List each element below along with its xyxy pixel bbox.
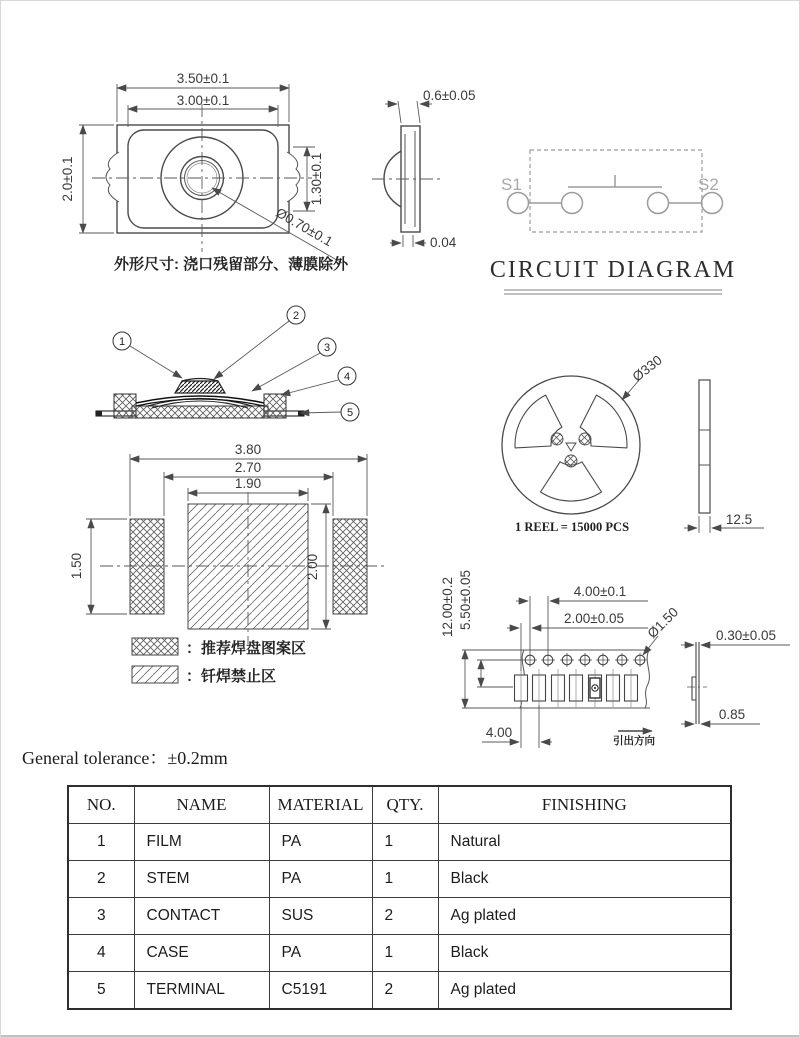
- reel-side-view: [684, 380, 764, 533]
- reel-capacity-note: 1 REEL = 15000 PCS: [514, 520, 630, 534]
- dim-hole-offset: 2.00±0.05: [564, 611, 624, 626]
- bom-cell: 5: [68, 972, 134, 1010]
- bom-cell: C5191: [269, 972, 372, 1010]
- general-tolerance-note: General tolerance：±0.2mm: [22, 748, 228, 768]
- callout-3: 3: [323, 342, 331, 354]
- dim-hole-to-pocket: 5.50±0.05: [458, 570, 473, 630]
- bom-cell: SUS: [269, 898, 372, 935]
- bom-cell: STEM: [134, 861, 269, 898]
- dim-stem-diameter: Ø0.70±0.1: [273, 204, 336, 250]
- dim-inner-width: 1.90: [234, 476, 262, 491]
- bom-cell: FILM: [134, 824, 269, 861]
- bom-cell: Black: [438, 861, 731, 898]
- bom-table: [67, 785, 732, 1010]
- bom-cell: Black: [438, 935, 731, 972]
- dim-overall-height: 2.0±0.1: [60, 156, 75, 202]
- bom-cell: 2: [68, 861, 134, 898]
- land-pattern: [69, 442, 385, 685]
- callout-5: 5: [346, 407, 354, 419]
- bom-cell: CONTACT: [134, 898, 269, 935]
- side-view: [372, 88, 475, 250]
- dim-sprocket-pitch: 4.00±0.1: [573, 584, 627, 599]
- dim-overall-width: 3.50±0.1: [176, 71, 230, 86]
- top-view-note: 外形尺寸: 浇口残留部分、薄膜除外: [114, 256, 349, 273]
- legend-pad-label: ：推荐焊盘图案区: [186, 640, 307, 657]
- legend-keepout-swatch: [132, 666, 178, 683]
- dim-tape-width: 12.00±0.2: [440, 577, 455, 637]
- component-in-pocket: [590, 678, 600, 698]
- dim-stem-height: 1.30±0.1: [309, 152, 324, 206]
- dim-mid-width: 2.70: [234, 460, 262, 475]
- case-shoulder-right: [264, 394, 286, 418]
- bom-header-material: MATERIAL: [269, 786, 372, 824]
- tape-cross-section: [681, 628, 790, 724]
- section-view: [96, 306, 359, 421]
- dim-keepout-height: 2.00: [305, 553, 320, 581]
- dim-emboss-depth: 0.85: [718, 707, 746, 722]
- bom-cell: Natural: [438, 824, 731, 861]
- dim-reel-diameter: Ø330: [629, 352, 665, 385]
- dim-pocket-pitch: 4.00: [485, 725, 513, 740]
- bom-header-row: [68, 786, 731, 824]
- bom-row: [68, 824, 731, 861]
- bom-cell: PA: [269, 935, 372, 972]
- dim-pad-height: 1.50: [69, 552, 84, 580]
- callout-1: 1: [118, 336, 126, 348]
- bom-row: [68, 861, 731, 898]
- bom-header-no: NO.: [68, 786, 134, 824]
- bom-cell: Ag plated: [438, 898, 731, 935]
- bom-cell: CASE: [134, 935, 269, 972]
- pad-right: [333, 519, 367, 614]
- dim-film-thickness: 0.04: [430, 235, 457, 250]
- carrier-tape-view: [440, 570, 681, 748]
- case-shoulder-left: [114, 394, 136, 418]
- bom-cell: Ag plated: [438, 972, 731, 1010]
- tape-torn-edge-right: [645, 650, 649, 708]
- dim-outer-width: 3.80: [234, 442, 262, 457]
- tape-pockets: [515, 669, 638, 707]
- direction-note: 引出方向: [613, 735, 655, 747]
- terminal-label-s2: S2: [698, 175, 719, 194]
- circuit-title: CIRCUIT DIAGRAM: [489, 257, 737, 283]
- bom-row: [68, 935, 731, 972]
- bom-header-name: NAME: [134, 786, 269, 824]
- terminal-label-s1: S1: [501, 175, 522, 194]
- bom-cell: PA: [269, 824, 372, 861]
- bom-cell: 2: [372, 898, 438, 935]
- emboss-bump: [692, 677, 696, 700]
- bom-cell: 4: [68, 935, 134, 972]
- bom-cell: 1: [68, 824, 134, 861]
- legend-keepout-label: ：钎焊禁止区: [186, 668, 277, 685]
- bom-cell: 2: [372, 972, 438, 1010]
- dim-sprocket-hole-dia: Ø1.50: [644, 604, 682, 642]
- callout-4: 4: [343, 371, 351, 383]
- callout-2: 2: [292, 310, 300, 322]
- bom-cell: 1: [372, 824, 438, 861]
- sprocket-holes: [523, 653, 647, 667]
- legend-pad-swatch: [132, 638, 178, 655]
- circuit-diagram: [490, 150, 736, 294]
- dim-body-width: 3.00±0.1: [176, 93, 230, 108]
- bom-cell: 1: [372, 935, 438, 972]
- dim-reel-width: 12.5: [725, 512, 753, 527]
- bom-cell: TERMINAL: [134, 972, 269, 1010]
- bom-header-qty: QTY.: [372, 786, 438, 824]
- stem: [175, 381, 225, 393]
- bom-cell: 3: [68, 898, 134, 935]
- bom-cell: PA: [269, 861, 372, 898]
- dim-tape-thickness: 0.30±0.05: [716, 628, 776, 643]
- top-view: [60, 71, 349, 273]
- pad-left: [130, 519, 164, 614]
- bom-header-finishing: FINISHING: [438, 786, 731, 824]
- bom-cell: 1: [372, 861, 438, 898]
- bom-row: [68, 972, 731, 1010]
- bom-row: [68, 898, 731, 935]
- reel-front-view: [502, 352, 665, 534]
- dim-thickness: 0.6±0.05: [423, 88, 476, 103]
